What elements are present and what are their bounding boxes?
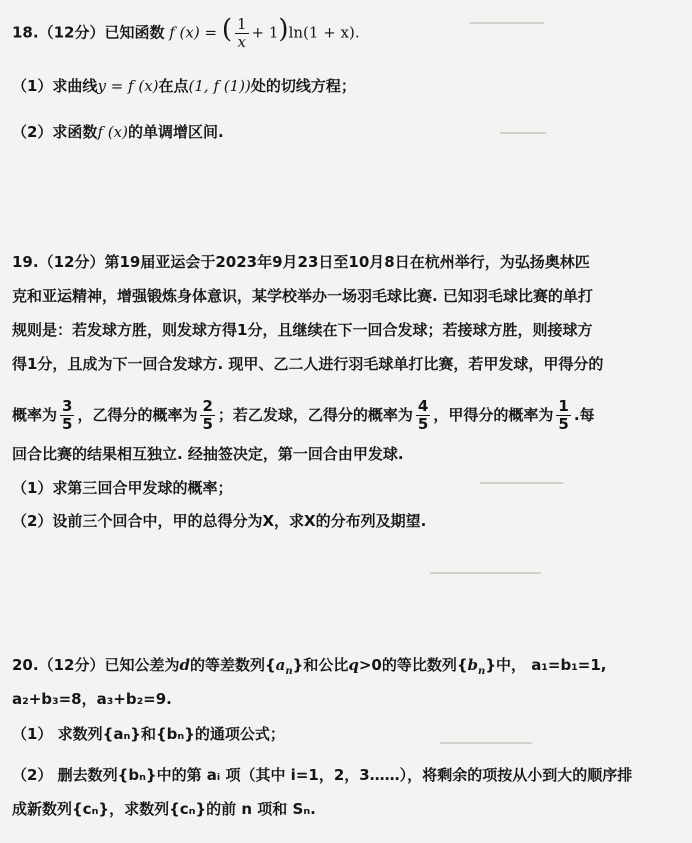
q19-line2: 克和亚运精神，增强锻炼身体意识，某学校举办一场羽毛球比赛. 已知羽毛球比赛的单打: [12, 287, 593, 305]
bleed-through: ▁▁▁▁▁▁▁▁▁▁▁▁: [430, 560, 541, 574]
q20-line1: 20.（12分）已知公差为d的等差数列$\{a_n\}$和公比q>0的等比数列$\{b_n\}$中， a₁=b₁=1,: [12, 656, 607, 677]
bleed-through: ▁▁▁▁▁▁▁▁▁▁: [440, 730, 533, 744]
q19-line4: 得1分，且成为下一回合发球方. 现甲、乙二人进行羽毛球单打比赛，若甲发球，甲得分的: [12, 355, 604, 373]
q19-part2: （2）设前三个回合中，甲的总得分为X，求X的分布列及期望.: [12, 512, 427, 530]
bleed-through: ▁▁▁▁▁▁▁▁▁: [480, 470, 564, 484]
q18-fraction: $\frac{1}{x}$: [236, 15, 247, 51]
q18-part1: （1）求曲线y = f (x)在点(1, f (1))处的切线方程；: [12, 77, 356, 95]
bleed-through: ▁▁▁▁▁: [500, 120, 547, 134]
q20-part2-cont: 成新数列{cₙ}，求数列{cₙ}的前 n 项和 Sₙ.: [12, 800, 316, 818]
q20-line2: a₂+b₃=8，a₃+b₂=9.: [12, 690, 172, 708]
bleed-through: ▁▁▁▁▁▁▁▁: [470, 10, 544, 24]
q19-line1: 19.（12分）第19届亚运会于2023年9月23日至10月8日在杭州举行，为弘扬奥林匹: [12, 253, 590, 271]
q19-line6: 回合比赛的结果相互独立. 经抽签决定，第一回合由甲发球.: [12, 445, 404, 463]
q19-line5: 概率为 $\frac{3}{5}$ ，乙得分的概率为 $\frac{2}{5}$ ；若乙发球，乙得分的概率为 $\frac{4}{5}$ ，甲得分的概率为 $\frac{1}{5}$ .每: [12, 397, 595, 433]
q18-part2: （2）求函数f (x)的单调增区间.: [12, 123, 224, 141]
q19-part1: （1）求第三回合甲发球的概率；: [12, 479, 233, 497]
q20-part2: （2） 删去数列{bₙ}中的第 aᵢ 项（其中 i=1，2，3……），将剩余的项按从小到大的顺序排: [12, 766, 633, 784]
q20-part1: （1） 求数列{aₙ}和{bₙ}的通项公式；: [12, 725, 285, 743]
q19-line3: 规则是：若发球方胜，则发球方得1分，且继续在下一回合发球；若接球方胜，则接球方: [12, 321, 593, 339]
q18-stem: 18.（12分）已知函数 f (x) = ( $\frac{1}{x}$ + 1)ln(1 + x).: [12, 14, 360, 51]
